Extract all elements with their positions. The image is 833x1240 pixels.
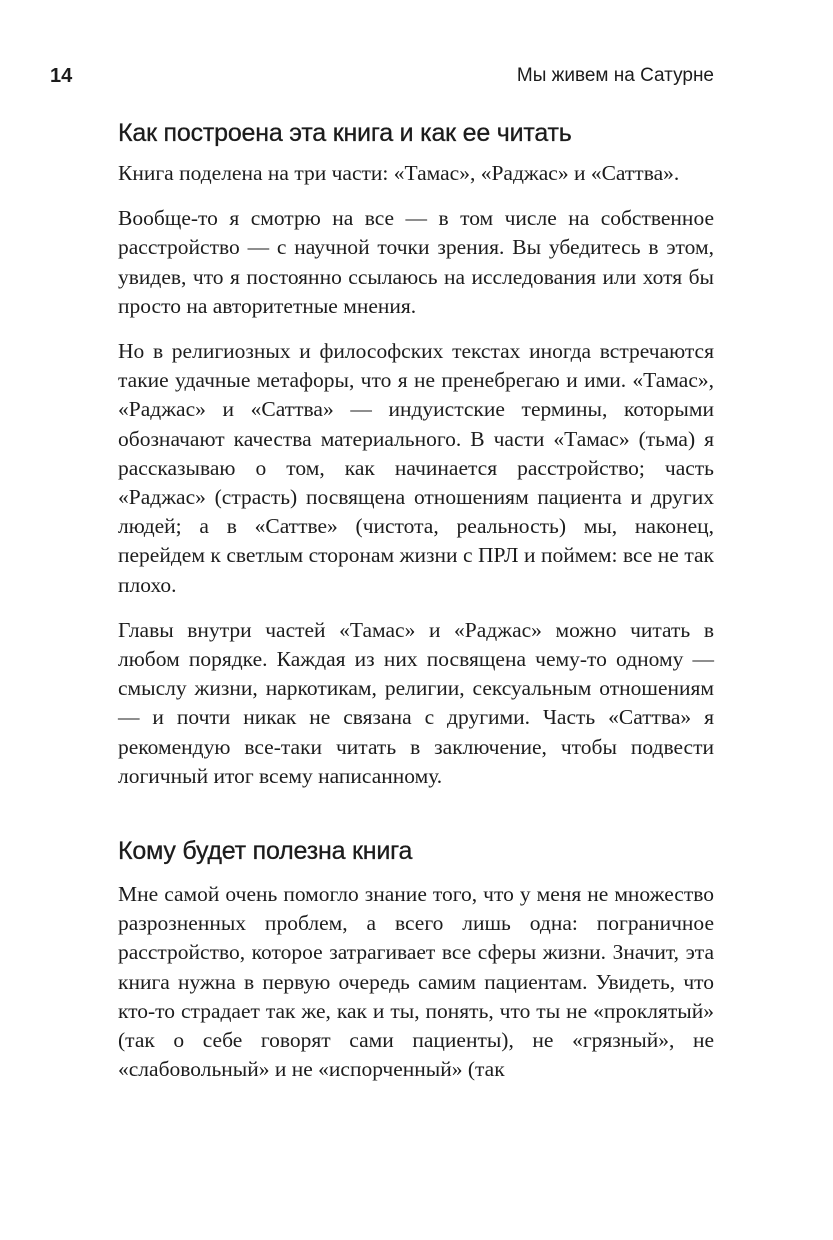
paragraph: Вообще-то я смотрю на все — в том числе на собственное расстройство — с научной точки зрения. Вы убедитесь в этом, увидев, что я постоянно ссылаюсь на исследования или хотя бы просто на авторитетные мнения. — [118, 206, 714, 318]
paragraph: Но в религиозных и философских текстах иногда встречаются такие удачные метафоры, что я не пренебрегаю и ими. «Тамас», «Раджас» и «Саттва» — индуистские термины, которыми обозначают качества материального. В части «Тамас» (тьма) я рассказываю о том, как начинается расстройство; часть «Раджас» (страсть) посвящена отношениям пациента и других людей; а в «Саттве» (чистота, реальность) мы, наконец, перейдем к светлым сторонам жизни с ПРЛ и поймем: все не так плохо. — [118, 339, 714, 597]
section-how-to-read — [118, 116, 714, 791]
page-number: 14 — [50, 65, 73, 87]
running-head — [0, 62, 833, 92]
running-title: Мы живем на Сатурне — [516, 65, 714, 86]
page-body — [118, 116, 714, 1100]
paragraph: Мне самой очень помогло знание того, что у меня не множество разрозненных проблем, а всего лишь одна: пограничное расстройство, которое затрагивает все сферы жизни. Значит, эта книга нужна в первую очередь самим пациентам. Увидеть, что кто-то страдает так же, как и ты, понять, что ты не «проклятый» (так о себе говорят сами пациенты), не «грязный», не «слабовольный» и не «испорченный» (так — [118, 882, 714, 1082]
section-who-benefits — [118, 834, 714, 1084]
paragraph: Главы внутри частей «Тамас» и «Раджас» можно читать в любом порядке. Каждая из них посвящена чему-то одному — смыслу жизни, наркотикам, религии, сексуальным отношениям — и почти никак не связана с другими. Часть «Саттва» я рекомендую все-таки читать в заключение, чтобы подвести логичный итог всему написанному. — [118, 617, 714, 788]
section-heading: Кому будет полезна книга — [118, 837, 413, 866]
section-heading: Как построена эта книга и как ее читать — [118, 119, 572, 147]
paragraph: Книга поделена на три части: «Тамас», «Раджас» и «Саттва». — [118, 161, 680, 185]
